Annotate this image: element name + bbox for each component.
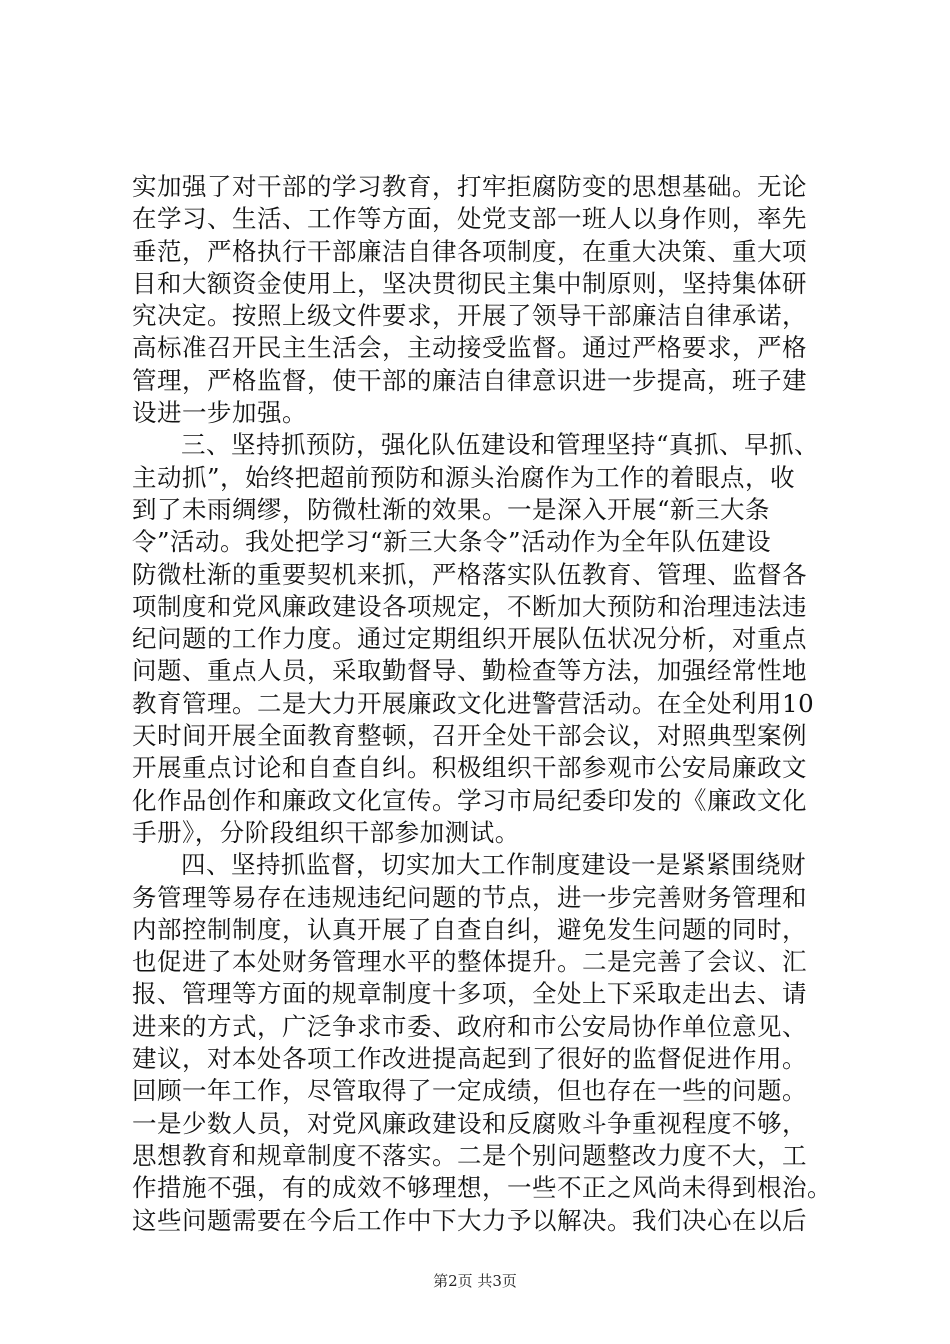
text-line: 化作品创作和廉政文化宣传。学习市局纪委印发的《廉政文化 xyxy=(132,785,807,815)
text-line: 手册》，分阶段组织干部参加测试。 xyxy=(132,817,520,847)
text-line: 四、坚持抓监督，切实加大工作制度建设一是紧紧围绕财 xyxy=(181,850,806,880)
text-line: 三、坚持抓预防，强化队伍建设和管理坚持“真抓、早抓、 xyxy=(181,430,820,460)
text-line: 也促进了本处财务管理水平的整体提升。二是完善了会议、汇 xyxy=(132,947,807,977)
text-line: 进来的方式，广泛争求市委、政府和市公安局协作单位意见、 xyxy=(132,1011,807,1041)
body-text xyxy=(132,171,832,1237)
text-line: 设进一步加强。 xyxy=(132,398,307,428)
text-line: 一是少数人员，对党风廉政建设和反腐败斗争重视程度不够， xyxy=(132,1108,807,1138)
text-line: 到了未雨绸缪，防微杜渐的效果。一是深入开展“新三大条 xyxy=(132,494,771,524)
text-line: 项制度和党风廉政建设各项规定，不断加大预防和治理违法违 xyxy=(132,591,807,621)
text-line: 问题、重点人员，采取勤督导、勤检查等方法，加强经常性地 xyxy=(132,656,807,686)
text-line: 令”活动。我处把学习“新三大条令”活动作为全年队伍建设 xyxy=(132,527,772,557)
text-line: 天时间开展全面教育整顿，召开全处干部会议，对照典型案例 xyxy=(132,721,807,751)
text-line: 内部控制制度，认真开展了自查自纠，避免发生问题的同时， xyxy=(132,914,807,944)
text-line: 目和大额资金使用上，坚决贯彻民主集中制原则，坚持集体研 xyxy=(132,268,807,298)
text-line: 实加强了对干部的学习教育，打牢拒腐防变的思想基础。无论 xyxy=(132,172,807,201)
text-line: 回顾一年工作，尽管取得了一定成绩，但也存在一些的问题。 xyxy=(132,1076,807,1106)
text-line: 开展重点讨论和自查自纠。积极组织干部参观市公安局廉政文 xyxy=(132,753,807,783)
text-line: 纪问题的工作力度。通过定期组织开展队伍状况分析，对重点 xyxy=(132,624,807,654)
text-line: 建议，对本处各项工作改进提高起到了很好的监督促进作用。 xyxy=(132,1044,807,1074)
text-line: 究决定。按照上级文件要求，开展了领导干部廉洁自律承诺， xyxy=(132,301,807,331)
text-line: 防微杜渐的重要契机来抓，严格落实队伍教育、管理、监督各 xyxy=(132,559,807,589)
text-line: 垂范，严格执行干部廉洁自律各项制度，在重大决策、重大项 xyxy=(132,236,807,266)
page-footer: 第2页 共3页 xyxy=(433,1272,517,1290)
text-line: 思想教育和规章制度不落实。二是个别问题整改力度不大，工 xyxy=(132,1140,807,1170)
text-line: 高标准召开民主生活会，主动接受监督。通过严格要求，严格 xyxy=(132,333,807,363)
text-line: 务管理等易存在违规违纪问题的节点，进一步完善财务管理和 xyxy=(132,882,807,912)
text-line: 这些问题需要在今后工作中下大力予以解决。我们决心在以后 xyxy=(132,1205,807,1235)
text-line: 主动抓”，始终把超前预防和源头治腐作为工作的着眼点，收 xyxy=(132,462,796,492)
text-line: 作措施不强，有的成效不够理想，一些不正之风尚未得到根治。 xyxy=(132,1173,832,1203)
text-line: 报、管理等方面的规章制度十多项，全处上下采取走出去、请 xyxy=(132,979,807,1009)
text-line: 教育管理。二是大力开展廉政文化进警营活动。在全处利用10 xyxy=(132,688,815,718)
text-line: 管理，严格监督，使干部的廉洁自律意识进一步提高，班子建 xyxy=(132,365,807,395)
text-line: 在学习、生活、工作等方面，处党支部一班人以身作则，率先 xyxy=(132,204,807,234)
